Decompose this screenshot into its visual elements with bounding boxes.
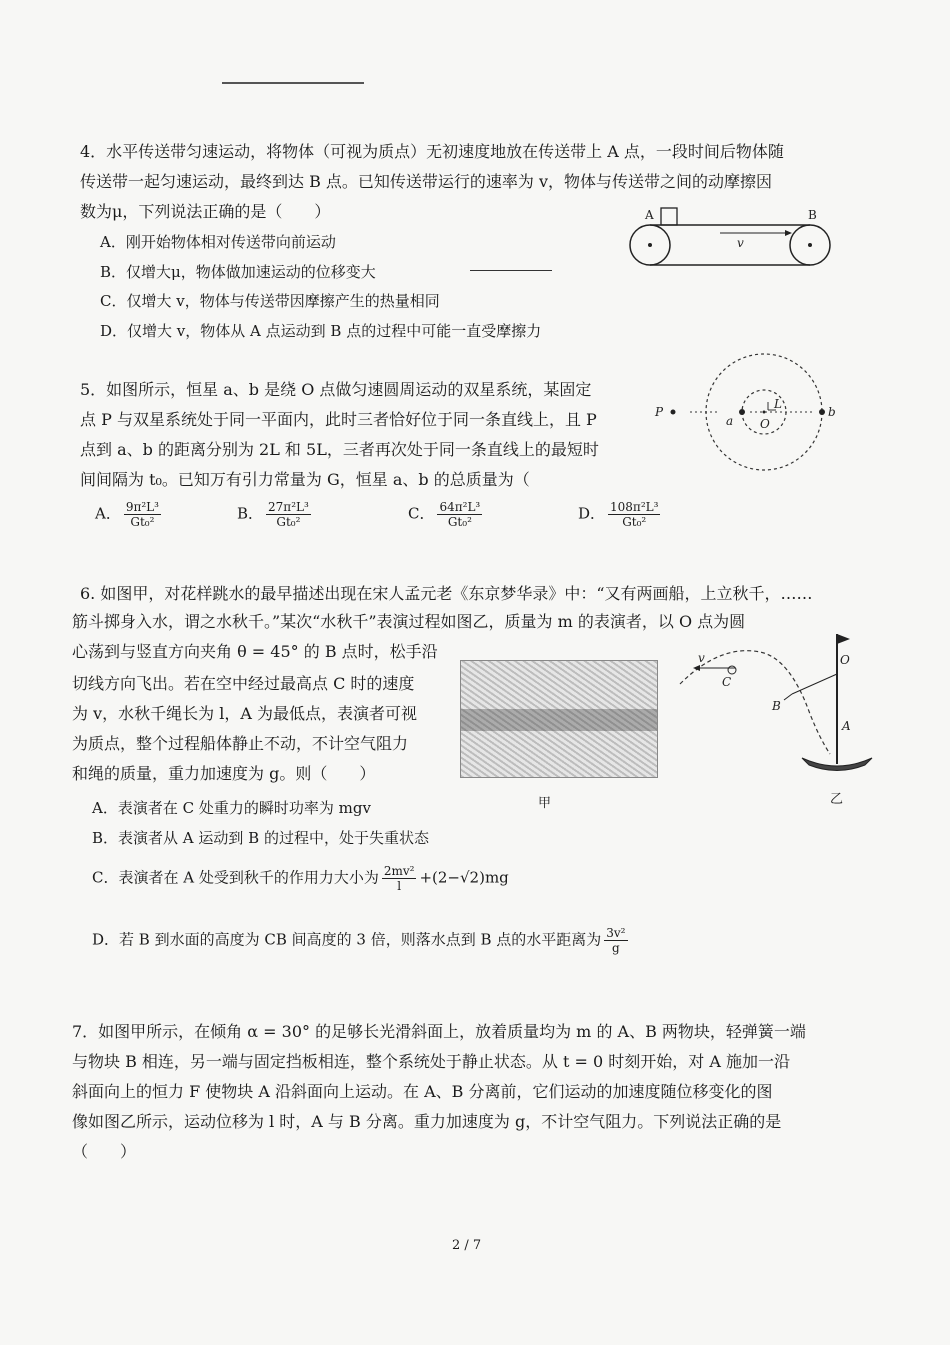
q4-option-b[interactable]: B．仅增大μ，物体做加速运动的位移变大 xyxy=(100,263,376,281)
diagram-label-c: C xyxy=(722,675,732,689)
belt-label-a: A xyxy=(645,208,654,222)
q5-stem-line4: 间间隔为 t₀。已知万有引力常量为 G，恒星 a、b 的总质量为（ xyxy=(80,470,530,489)
q5-option-c[interactable]: C． $\frac{\text{64π²L³}}{\text{Gt₀²}}$ xyxy=(408,500,481,529)
star-label-o: O xyxy=(760,417,770,431)
q7-stem-line4: 像如图乙所示，运动位移为 l 时，A 与 B 分离。重力加速度为 g，不计空气阻力。下列说法正确的是 xyxy=(72,1112,782,1131)
header-rule xyxy=(222,82,364,84)
q6-option-b[interactable]: B．表演者从 A 运动到 B 的过程中，处于失重状态 xyxy=(92,829,429,847)
q4-stem-line1: 4．水平传送带匀速运动，将物体（可视为质点）无初速度地放在传送带上 A 点，一段时间后物体随 xyxy=(80,142,784,161)
q4-stem-line3: 数为μ，下列说法正确的是（ ） xyxy=(80,202,331,221)
q7-stem-line3: 斜面向上的恒力 F 使物块 A 沿斜面向上运动。在 A、B 分离前，它们运动的加速度随位移变化的图 xyxy=(72,1082,773,1101)
caption-yi: 乙 xyxy=(830,792,844,807)
q5-option-d[interactable]: D． $\frac{\text{108π²L³}}{\text{Gt₀²}}$ xyxy=(578,500,659,529)
caption-jia: 甲 xyxy=(538,796,552,811)
q6-option-d[interactable]: D．若 B 到水面的高度为 CB 间高度的 3 倍，则落水点到 B 点的水平距离为 $\frac{\text{3v²}}{g}$ xyxy=(92,926,626,955)
star-label-l: L xyxy=(774,397,782,411)
q4-option-d[interactable]: D．仅增大 v，物体从 A 点运动到 B 点的过程中可能一直受摩擦力 xyxy=(100,322,542,340)
q6-stem-line2: 筋斗掷身入水，谓之水秋千。”某次“水秋千”表演过程如图乙，质量为 m 的表演者，以 O 点为圆 xyxy=(72,612,746,631)
stray-line xyxy=(470,270,552,271)
star-label-b: b xyxy=(828,405,836,419)
q6-stem-line6: 为质点，整个过程船体静止不动，不计空气阻力 xyxy=(72,734,409,753)
q5-stem-line2: 点 P 与双星系统处于同一平面内，此时三者恰好位于同一条直线上，且 P xyxy=(80,410,597,429)
star-label-p: P xyxy=(655,405,664,419)
q7-stem-line2: 与物块 B 相连，另一端与固定挡板相连，整个系统处于静止状态。从 t = 0 时刻开始，对 A 施加一沿 xyxy=(72,1052,791,1071)
q5-stem-line1: 5．如图所示，恒星 a、b 是绕 O 点做匀速圆周运动的双星系统，某固定 xyxy=(80,380,592,399)
diagram-label-o: O xyxy=(840,653,850,667)
q5-stem-line3: 点到 a、b 的距离分别为 2L 和 5L，三者再次处于同一条直线上的最短时 xyxy=(80,440,599,459)
q4-stem-line2: 传送带一起匀速运动，最终到达 B 点。已知传送带运行的速率为 v，物体与传送带之间的动摩擦因 xyxy=(80,172,773,191)
diagram-label-v: v xyxy=(698,651,705,665)
q6-stem-line1: 6. 如图甲，对花样跳水的最早描述出现在宋人孟元老《东京梦华录》中：“又有两画船，上立秋千，…… xyxy=(80,584,813,603)
page-number: 2 / 7 xyxy=(452,1238,482,1253)
star-label-a: a xyxy=(726,414,734,428)
binary-star-figure xyxy=(650,350,850,480)
water-swing-photo xyxy=(460,660,658,778)
q7-stem-line5: （ ） xyxy=(72,1142,137,1161)
q5-option-b[interactable]: B． $\frac{\text{27π²L³}}{\text{Gt₀²}}$ xyxy=(237,500,309,529)
q6-stem-line7: 和绳的质量，重力加速度为 g。则（ ） xyxy=(72,764,376,783)
q6-option-a[interactable]: A．表演者在 C 处重力的瞬时功率为 mgv xyxy=(92,799,371,817)
q6-stem-line5: 为 v，水秋千绳长为 l，A 为最低点，表演者可视 xyxy=(72,704,417,723)
q6-option-c[interactable]: C．表演者在 A 处受到秋千的作用力大小为 $\frac{\text{2mv²}}{l}$ +(2−√2)mg xyxy=(92,864,509,893)
q6-stem-line3: 心荡到与竖直方向夹角 θ = 45° 的 B 点时，松手沿 xyxy=(72,642,438,661)
conveyor-belt-figure xyxy=(625,205,835,285)
q4-option-a[interactable]: A．刚开始物体相对传送带向前运动 xyxy=(100,233,336,251)
q5-option-a[interactable]: A． $\frac{\text{9π²L³}}{\text{Gt₀²}}$ xyxy=(95,500,159,529)
q7-stem-line1: 7．如图甲所示，在倾角 α = 30° 的足够长光滑斜面上，放着质量均为 m 的 A、B 两物块，轻弹簧一端 xyxy=(72,1022,806,1041)
water-swing-diagram xyxy=(680,634,870,804)
q6-stem-line4: 切线方向飞出。若在空中经过最高点 C 时的速度 xyxy=(72,674,415,693)
q4-option-c[interactable]: C．仅增大 v，物体与传送带因摩擦产生的热量相同 xyxy=(100,292,440,310)
diagram-label-a: A xyxy=(842,719,851,733)
diagram-label-b: B xyxy=(772,699,781,713)
belt-label-b: B xyxy=(808,208,817,222)
belt-label-v: v xyxy=(737,236,744,250)
